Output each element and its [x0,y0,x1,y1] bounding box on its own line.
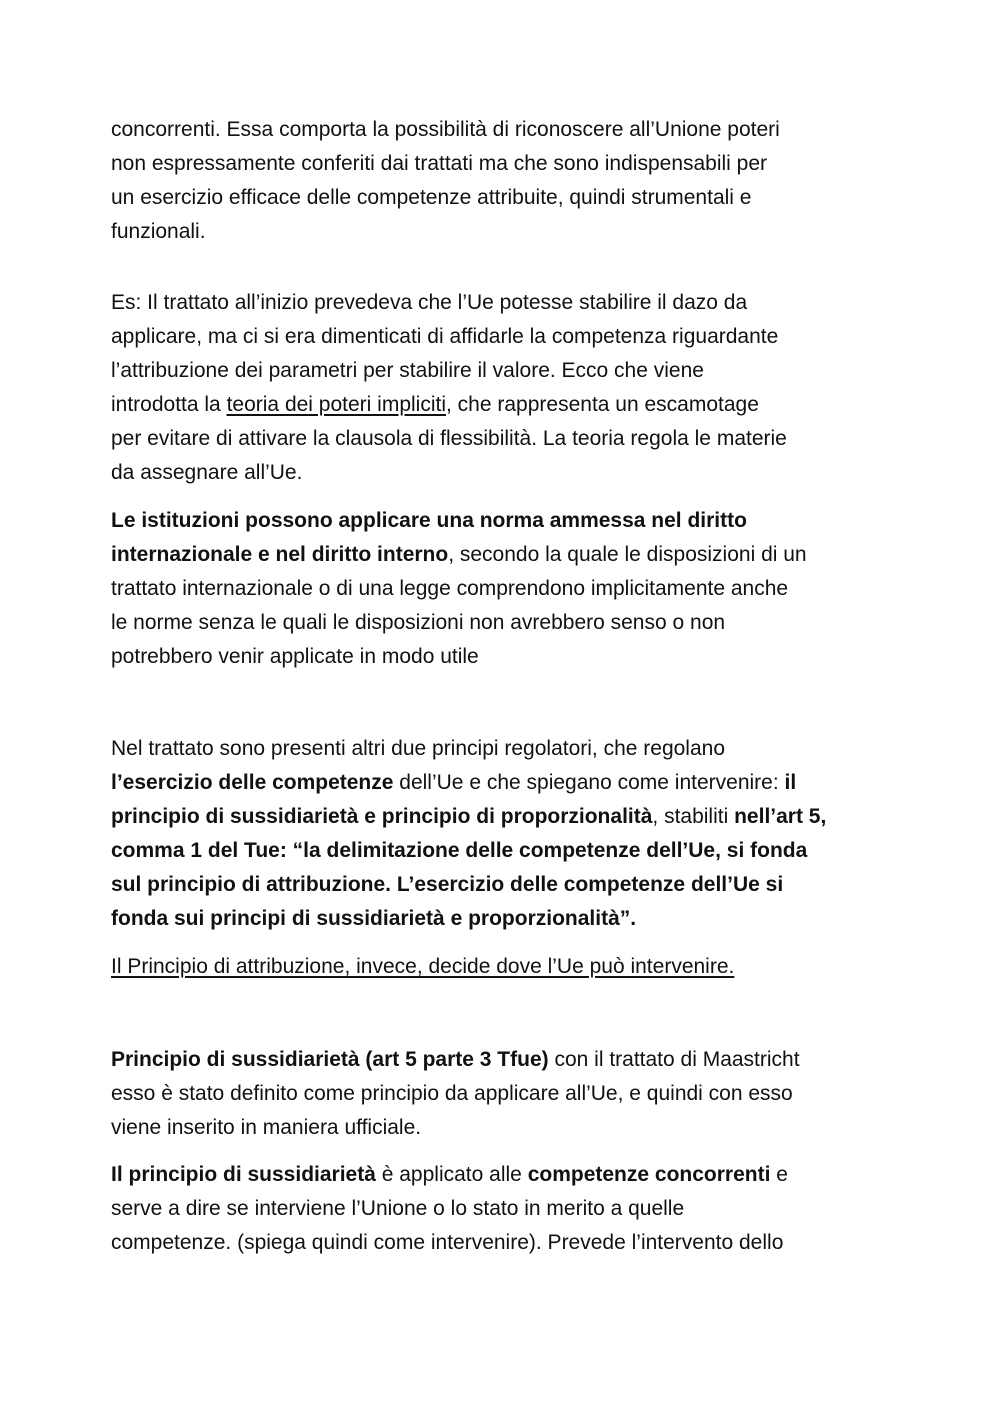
underlined-text: teoria dei poteri impliciti [226,393,447,416]
paragraph-subsidiarity-definition [111,1043,901,1145]
bold-text: il [784,771,797,794]
paragraph-institutions-norm [111,504,901,674]
text-run: Nel trattato sono presenti altri due principi regolatori, che regolano [111,737,726,760]
text-run: introdotta la [111,393,227,416]
bold-text: sul principio di attribuzione. L’esercizio delle competenze dell’Ue si [111,873,784,896]
bold-text: principio di sussidiarietà e principio di proporzionalità [111,805,653,828]
text-line [111,1111,901,1145]
bold-text: fonda sui principi di sussidiarietà e proporzionalità”. [111,907,637,930]
text-run: viene inserito in maniera ufficiale. [111,1116,422,1139]
text-line [111,538,901,572]
text-line [111,286,901,320]
bold-text: internazionale e nel diritto interno [111,543,449,566]
text-run: l’attribuzione dei parametri per stabilire il valore. Ecco che viene [111,359,704,382]
text-line [111,388,901,422]
text-run: da assegnare all’Ue. [111,461,303,484]
text-line [111,1043,901,1077]
text-run: è applicato alle [375,1163,528,1186]
text-line [111,1158,901,1192]
text-run: esso è stato definito come principio da applicare all’Ue, e quindi con esso [111,1082,793,1105]
paragraph-subsidiarity-application [111,1158,901,1260]
text-line [111,1192,901,1226]
text-run: trattato internazionale o di una legge comprendono implicitamente anche [111,577,789,600]
underlined-text: Il Principio di attribuzione, invece, decide dove l’Ue può intervenire. [111,955,735,978]
text-run: funzionali. [111,220,206,243]
text-run: , stabiliti [652,805,735,828]
paragraph-example [111,286,901,490]
text-line [111,422,901,456]
text-line [111,504,901,538]
text-run: e [770,1163,788,1186]
text-run: un esercizio efficace delle competenze attribuite, quindi strumentali e [111,186,752,209]
text-line [111,868,901,902]
text-line [111,113,901,147]
text-line [111,1077,901,1111]
text-line [111,320,901,354]
text-run: , secondo la quale le disposizioni di un [448,543,807,566]
paragraph-attribution-principle [111,950,901,984]
bold-text: comma 1 del Tue: “la delimitazione delle competenze dell’Ue, si fonda [111,839,808,862]
text-run: potrebbero venir applicate in modo utile [111,645,479,668]
text-line [111,572,901,606]
text-line [111,456,901,490]
text-run: per evitare di attivare la clausola di flessibilità. La teoria regola le materie [111,427,787,450]
text-line [111,834,901,868]
text-line [111,147,901,181]
text-line [111,766,901,800]
text-line [111,732,901,766]
text-run: , che rappresenta un escamotage [446,393,759,416]
text-line [111,215,901,249]
bold-text: Le istituzioni possono applicare una norma ammessa nel diritto [111,509,747,532]
text-line [111,640,901,674]
text-line [111,902,901,936]
text-line [111,354,901,388]
text-run: le norme senza le quali le disposizioni non avrebbero senso o non [111,611,726,634]
text-run: serve a dire se interviene l’Unione o lo stato in merito a quelle [111,1197,685,1220]
text-run: con il trattato di Maastricht [548,1048,800,1071]
bold-text: nell’art 5, [734,805,827,828]
bold-text: Principio di sussidiarietà (art 5 parte 3 Tfue) [111,1048,549,1071]
paragraph-regulatory-principles [111,732,901,936]
text-line [111,1226,901,1260]
text-line [111,181,901,215]
paragraph-implied-powers-intro [111,113,901,249]
text-run: dell’Ue e che spiegano come intervenire: [393,771,785,794]
text-run: Es: Il trattato all’inizio prevedeva che l’Ue potesse stabilire il dazo da [111,291,748,314]
bold-text: competenze concorrenti [527,1163,771,1186]
bold-text: l’esercizio delle competenze [111,771,394,794]
text-run: competenze. (spiega quindi come intervenire). Prevede l’intervento dello [111,1231,784,1254]
text-line [111,800,901,834]
bold-text: Il principio di sussidiarietà [111,1163,376,1186]
text-run: applicare, ma ci si era dimenticati di affidarle la competenza riguardante [111,325,779,348]
text-run: concorrenti. Essa comporta la possibilità di riconoscere all’Unione poteri [111,118,780,141]
text-line [111,606,901,640]
text-line [111,950,901,984]
text-run: non espressamente conferiti dai trattati ma che sono indispensabili per [111,152,768,175]
